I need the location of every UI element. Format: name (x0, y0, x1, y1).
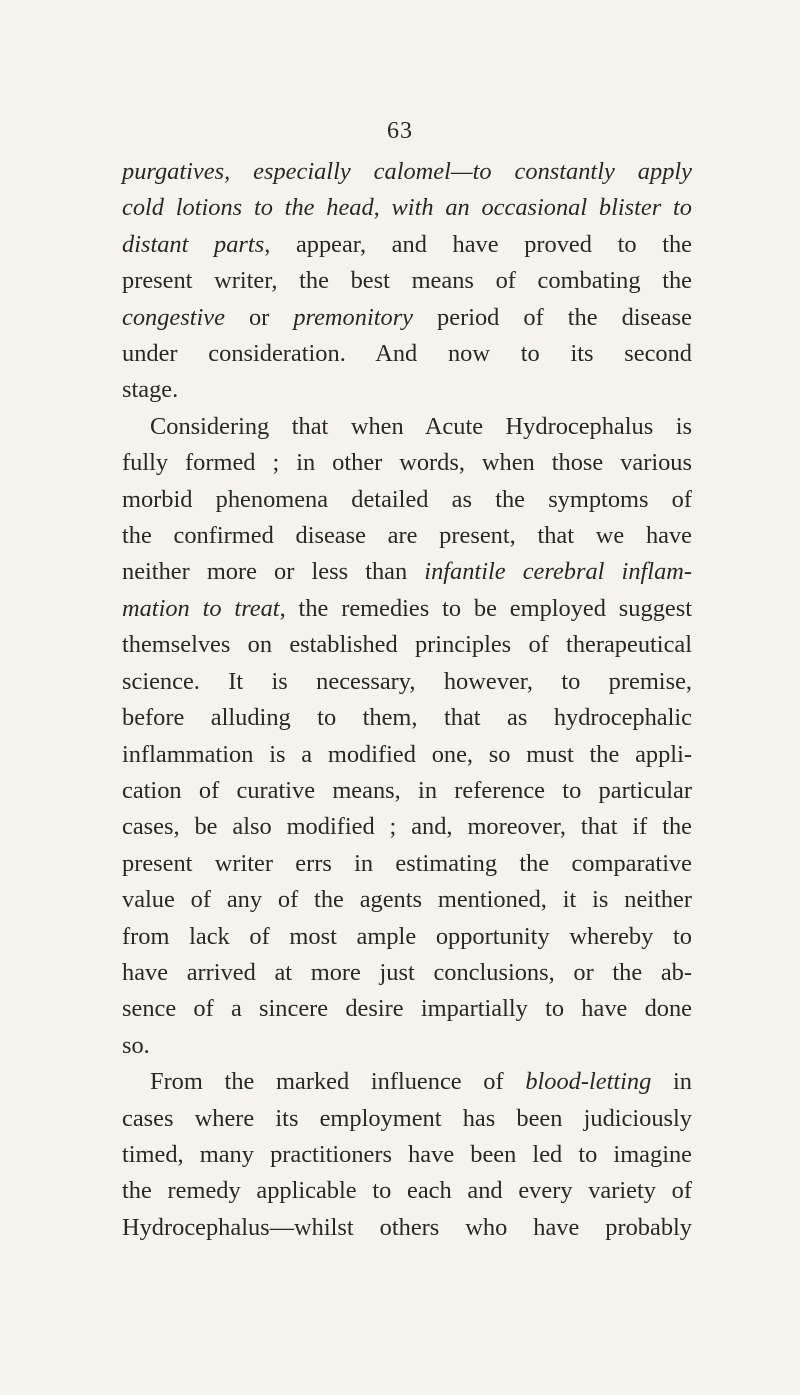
text-run: morbid phenomena detailed as the symptoms of (122, 485, 692, 513)
text-run: stage. (122, 376, 179, 404)
text-run: under consideration. And now to its second (122, 340, 692, 368)
italic-text: mation to treat (122, 594, 280, 622)
text-run: period of the disease (413, 303, 693, 331)
text-run: , the remedies to be employed suggest (279, 594, 692, 622)
italic-text: distant parts (122, 230, 265, 258)
text-line (122, 227, 692, 263)
text-run: From the marked influence of (150, 1068, 526, 1096)
text-line (122, 664, 692, 700)
text-run: themselves on established principles of therapeutical (122, 631, 692, 659)
text-run: timed, many practitioners have been led to imagine (122, 1140, 692, 1168)
text-line (122, 154, 692, 190)
text-line (122, 518, 692, 554)
text-run: , appear, and have proved to the (264, 230, 692, 258)
text-run: cases, be also modified ; and, moreover, that if the (122, 813, 692, 841)
text-line (122, 991, 692, 1027)
text-run: cation of curative means, in reference to particular (122, 776, 692, 804)
italic-text: infantile cerebral inflam- (424, 558, 692, 586)
text-run: science. It is necessary, however, to premise, (122, 667, 692, 695)
text-run: value of any of the agents mentioned, it is neither (122, 886, 692, 914)
italic-text: premonitory (293, 303, 414, 331)
text-line (122, 955, 692, 991)
text-line (122, 1101, 692, 1137)
text-run: Hydrocephalus—whilst others who have probably (122, 1213, 692, 1241)
text-run: the remedy applicable to each and every variety of (122, 1177, 692, 1205)
text-run: from lack of most ample opportunity whereby to (122, 922, 692, 950)
text-run: have arrived at more just conclusions, or the ab- (122, 958, 692, 986)
text-line (122, 1064, 692, 1100)
text-line (122, 627, 692, 663)
text-run: inflammation is a modified one, so must the appli- (122, 740, 692, 768)
text-run: neither more or less than (122, 558, 425, 586)
body-text (122, 154, 692, 1246)
text-run: present writer, the best means of combating the (122, 267, 692, 295)
text-line (122, 372, 692, 408)
text-line (122, 737, 692, 773)
text-line (122, 919, 692, 955)
text-run: before alluding to them, that as hydrocephalic (122, 704, 692, 732)
text-run: present writer errs in estimating the comparative (122, 849, 692, 877)
text-run: the confirmed disease are present, that we have (122, 522, 692, 550)
text-run: so. (122, 1031, 150, 1059)
text-line (122, 1028, 692, 1064)
text-run: or (224, 303, 294, 331)
italic-text: cold lotions to the head, with an occasional blister to (122, 194, 692, 222)
text-line (122, 445, 692, 481)
text-run: sence of a sincere desire impartially to have done (122, 995, 692, 1023)
text-line (122, 773, 692, 809)
text-run: cases where its employment has been judiciously (122, 1104, 692, 1132)
text-run: Considering that when Acute Hydrocephalus is (150, 412, 692, 440)
italic-text: blood-letting (525, 1068, 652, 1096)
page-number: 63 (387, 118, 413, 144)
italic-text: congestive (122, 303, 225, 331)
text-line (122, 190, 692, 226)
text-line (122, 300, 692, 336)
text-line (122, 409, 692, 445)
text-line (122, 554, 692, 590)
text-line (122, 1210, 692, 1246)
text-line (122, 336, 692, 372)
text-run: in (651, 1068, 692, 1096)
text-line (122, 700, 692, 736)
text-line (122, 263, 692, 299)
text-line (122, 482, 692, 518)
text-line (122, 591, 692, 627)
text-line (122, 1173, 692, 1209)
text-line (122, 882, 692, 918)
text-run: fully formed ; in other words, when those various (122, 449, 692, 477)
text-line (122, 846, 692, 882)
text-line (122, 809, 692, 845)
italic-text: purgatives, especially calomel—to constantly apply (122, 158, 692, 185)
text-line (122, 1137, 692, 1173)
